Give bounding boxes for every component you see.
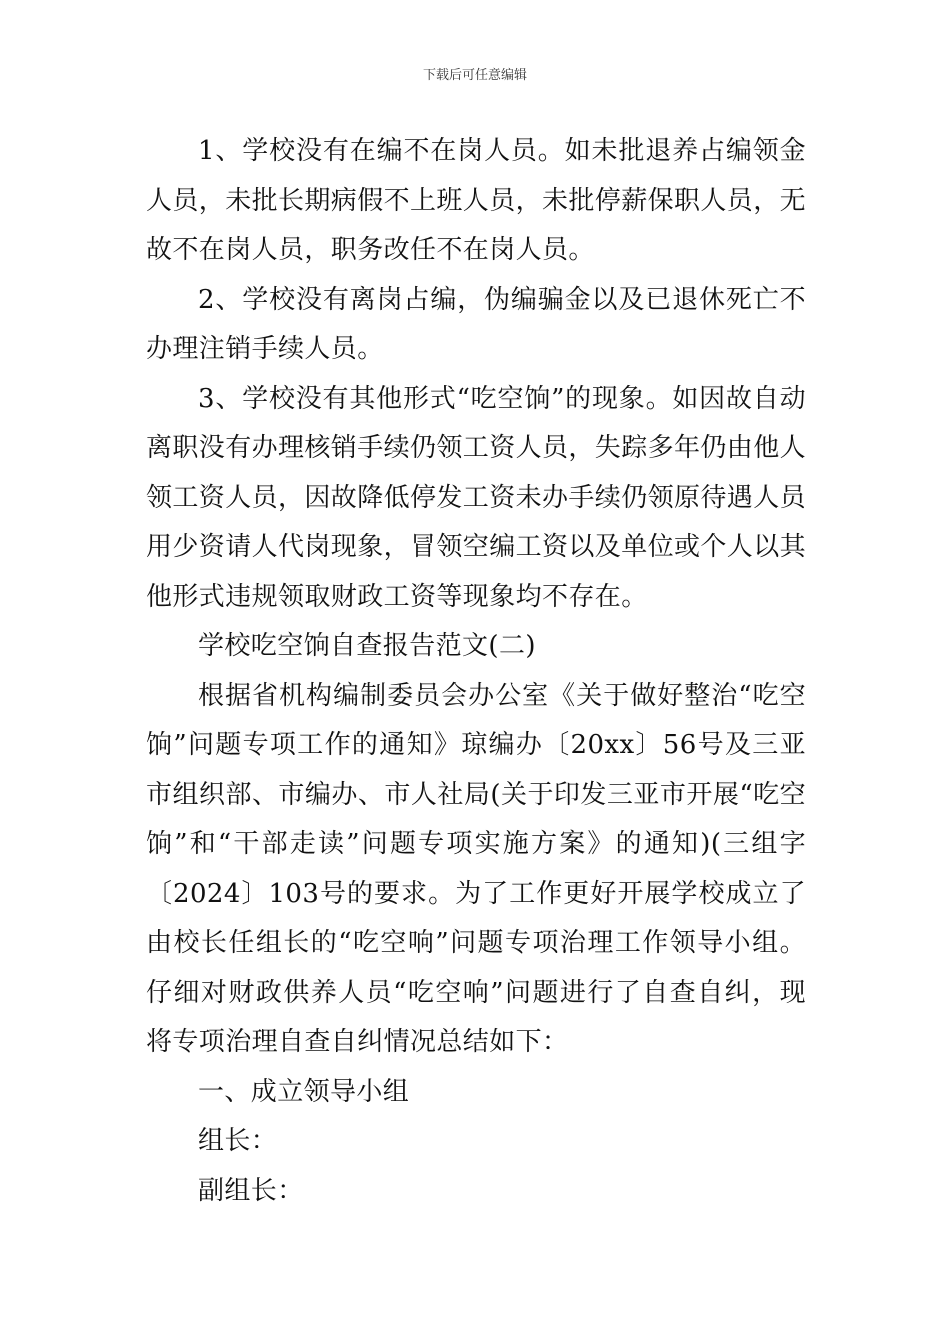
paragraph-basis: 根据省机构编制委员会办公室《关于做好整治“吃空饷”问题专项工作的通知》琼编办〔20xx〕56号及三亚市组织部、市编办、市人社局(关于印发三亚市开展“吃空饷”和“干部走读”问题专项实施方案》的通知)(三组字〔2024〕103号的要求。为了工作更好开展学校成立了由校长任组长的“吃空响”问题专项治理工作领导小组。仔细对财政供养人员“吃空响”问题进行了自查自纠，现将专项治理自查自纠情况总结如下： (146, 680, 806, 1057)
section-heading: 一、成立领导小组 (198, 1076, 410, 1107)
page-header: 下载后可任意编辑 (422, 68, 527, 83)
paragraph-item-2: 2、学校没有离岗占编，伪编骗金以及已退休死亡不办理注销手续人员。 (146, 284, 806, 364)
leader-label: 组长： (198, 1126, 278, 1156)
deputy-leader-label: 副组长： (198, 1175, 304, 1206)
paragraph-item-1: 1、学校没有在编不在岗人员。如未批退养占编领金人员，未批长期病假不上班人员，未批停薪保职人员，无故不在岗人员，职务改任不在岗人员。 (146, 136, 807, 265)
paragraph-item-3: 3、学校没有其他形式“吃空饷”的现象。如因故自动离职没有办理核销手续仍领工资人员，失踪多年仍由他人领工资人员，因故降低停发工资未办手续仍领原待遇人员用少资请人代岗现象，冒领空编工资以及单位或个人以其他形式违规领取财政工资等现象均不存在。 (146, 383, 807, 612)
document-body (146, 127, 806, 1216)
section-title: 学校吃空饷自查报告范文(二) (198, 631, 536, 661)
